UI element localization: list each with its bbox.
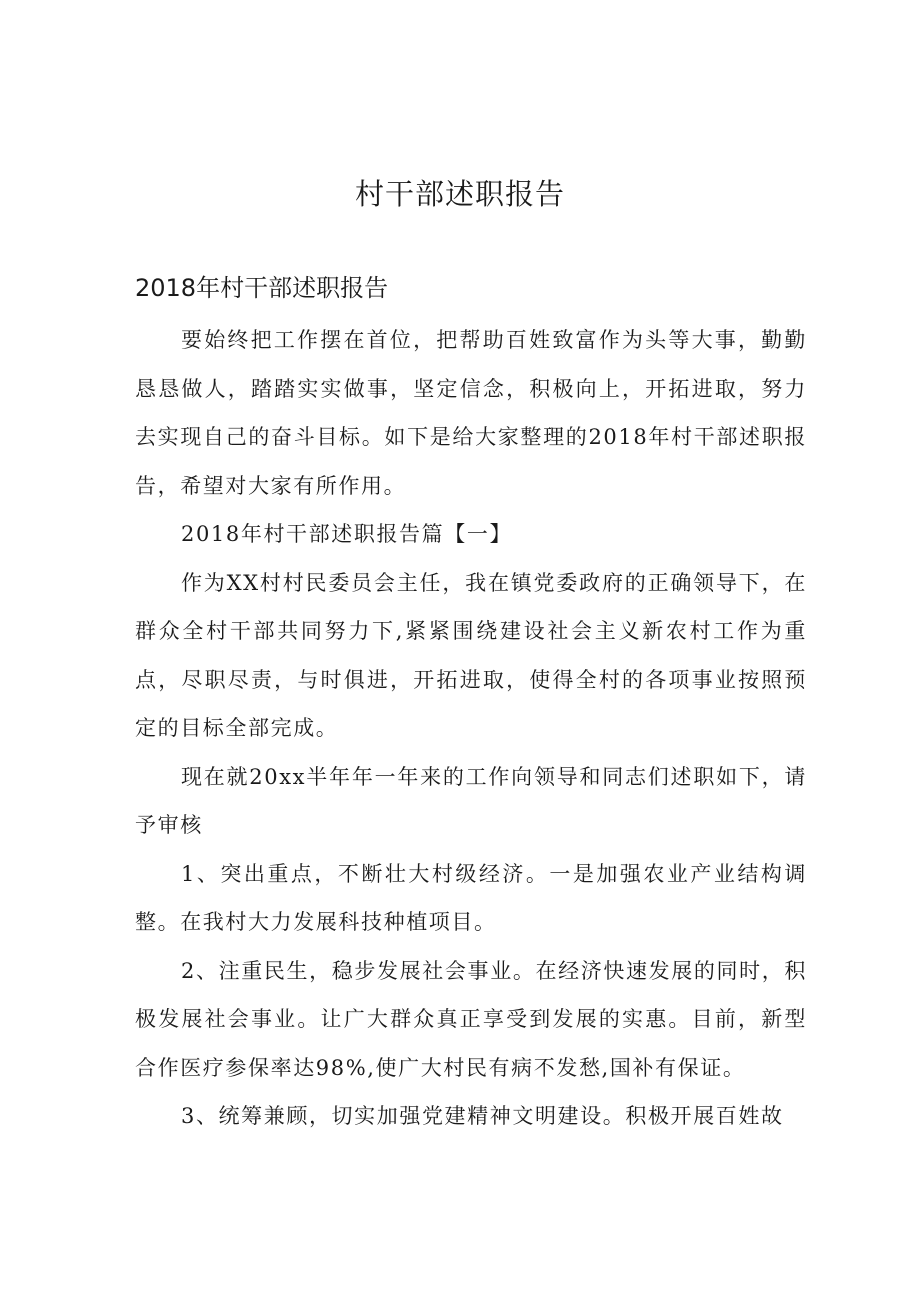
paragraph-section-heading: 2018年村干部述职报告篇【一】 [181,522,513,546]
paragraph-item-1: 1、突出重点，不断壮大村级经济。一是加强农业产业结构调整。在我村大力发展科技种植项目。 [135,861,807,934]
document-subtitle: 2018年村干部述职报告 [135,274,389,302]
document-title: 村干部述职报告 [354,177,565,211]
paragraph-item-2: 2、注重民生，稳步发展社会事业。在经济快速发展的同时，积极发展社会事业。让广大群众真正享受到发展的实惠。目前，新型合作医疗参保率达98%,使广大村民有病不发愁,国补有保证。 [135,958,807,1080]
paragraph-report-intro: 现在就20xx半年年一年来的工作向领导和同志们述职如下，请予审核 [135,764,807,837]
document-body [135,316,807,1141]
paragraph-item-3: 3、统筹兼顾，切实加强党建精神文明建设。积极开展百姓故 [181,1104,784,1128]
paragraph-role: 作为XX村村民委员会主任，我在镇党委政府的正确领导下，在群众全村干部共同努力下,紧紧围绕建设社会主义新农村工作为重点，尽职尽责，与时俱进，开拓进取，使得全村的各项事业按照预定的目标全部完成。 [135,570,807,740]
paragraph-intro: 要始终把工作摆在首位，把帮助百姓致富作为头等大事，勤勤恳恳做人，踏踏实实做事，坚定信念，积极向上，开拓进取，努力去实现自己的奋斗目标。如下是给大家整理的2018年村干部述职报告，希望对大家有所作用。 [135,328,807,498]
